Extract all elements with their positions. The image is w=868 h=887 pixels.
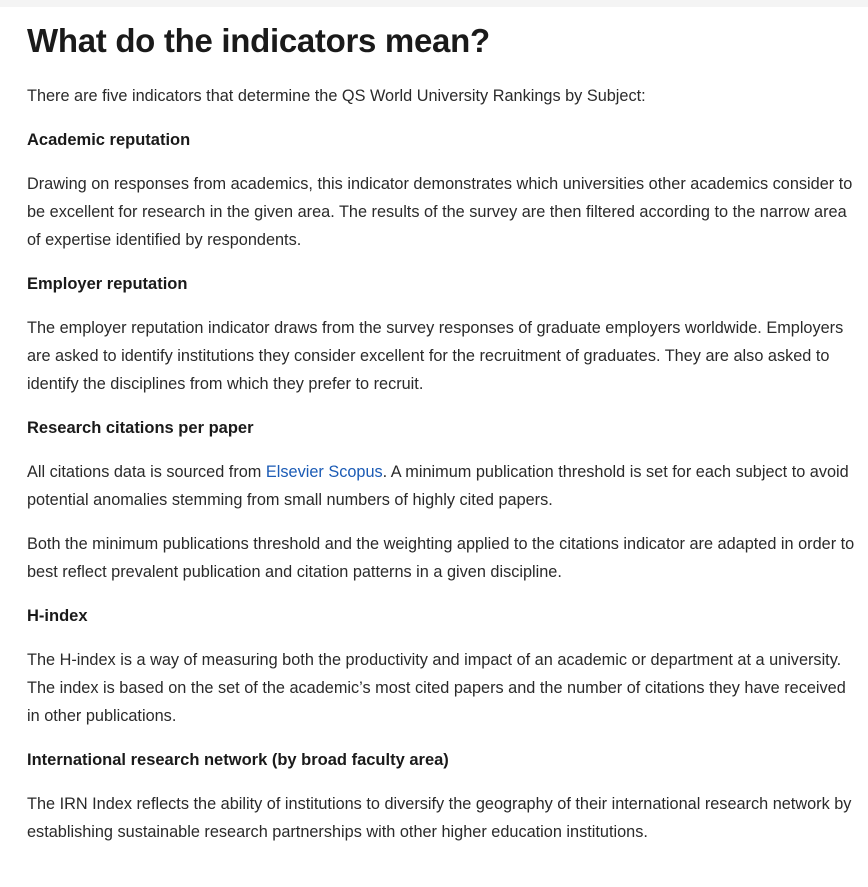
- section-heading-citations: Research citations per paper: [27, 419, 254, 437]
- elsevier-scopus-link[interactable]: Elsevier Scopus: [265, 463, 383, 481]
- intro-text: There are five indicators that determine the QS World University Rankings by Subject:: [27, 87, 646, 105]
- section-heading-h-index: H-index: [27, 607, 88, 625]
- page-title: What do the indicators mean?: [27, 22, 490, 59]
- section-text: The H-index is a way of measuring both the productivity and impact of an academic or department at a university. The index is based on the set of the academic’s most cited papers and the number of citations they have received in other publications.: [27, 651, 846, 725]
- article-content: [27, 20, 857, 862]
- section-text: The IRN Index reflects the ability of institutions to diversify the geography of their international research network by establishing sustainable research partnerships with other higher education institutions.: [27, 795, 852, 841]
- section-heading-international-research-network: International research network (by broad faculty area): [27, 751, 449, 769]
- section-text: [27, 458, 857, 514]
- section-heading-employer-reputation: Employer reputation: [27, 275, 188, 293]
- section-text: Drawing on responses from academics, this indicator demonstrates which universities other academics consider to be excellent for research in the given area. The results of the survey are then filtered according to the narrow area of expertise identified by respondents.: [27, 175, 853, 249]
- top-bar: [0, 0, 868, 7]
- section-text: Both the minimum publications threshold and the weighting applied to the citations indicator are adapted in order to best reflect prevalent publication and citation patterns in a given discipline.: [27, 535, 855, 581]
- text: All citations data is sourced from: [27, 463, 266, 481]
- section-heading-academic-reputation: Academic reputation: [27, 131, 191, 149]
- section-text: The employer reputation indicator draws from the survey responses of graduate employers worldwide. Employers are asked to identify institutions they consider excellent for the recruitment of graduates. They are also asked to identify the disciplines from which they prefer to recruit.: [27, 319, 844, 393]
- text: . A minimum publication threshold is set for each subject to avoid potential anomalies stemming from small numbers of highly cited papers.: [27, 463, 849, 509]
